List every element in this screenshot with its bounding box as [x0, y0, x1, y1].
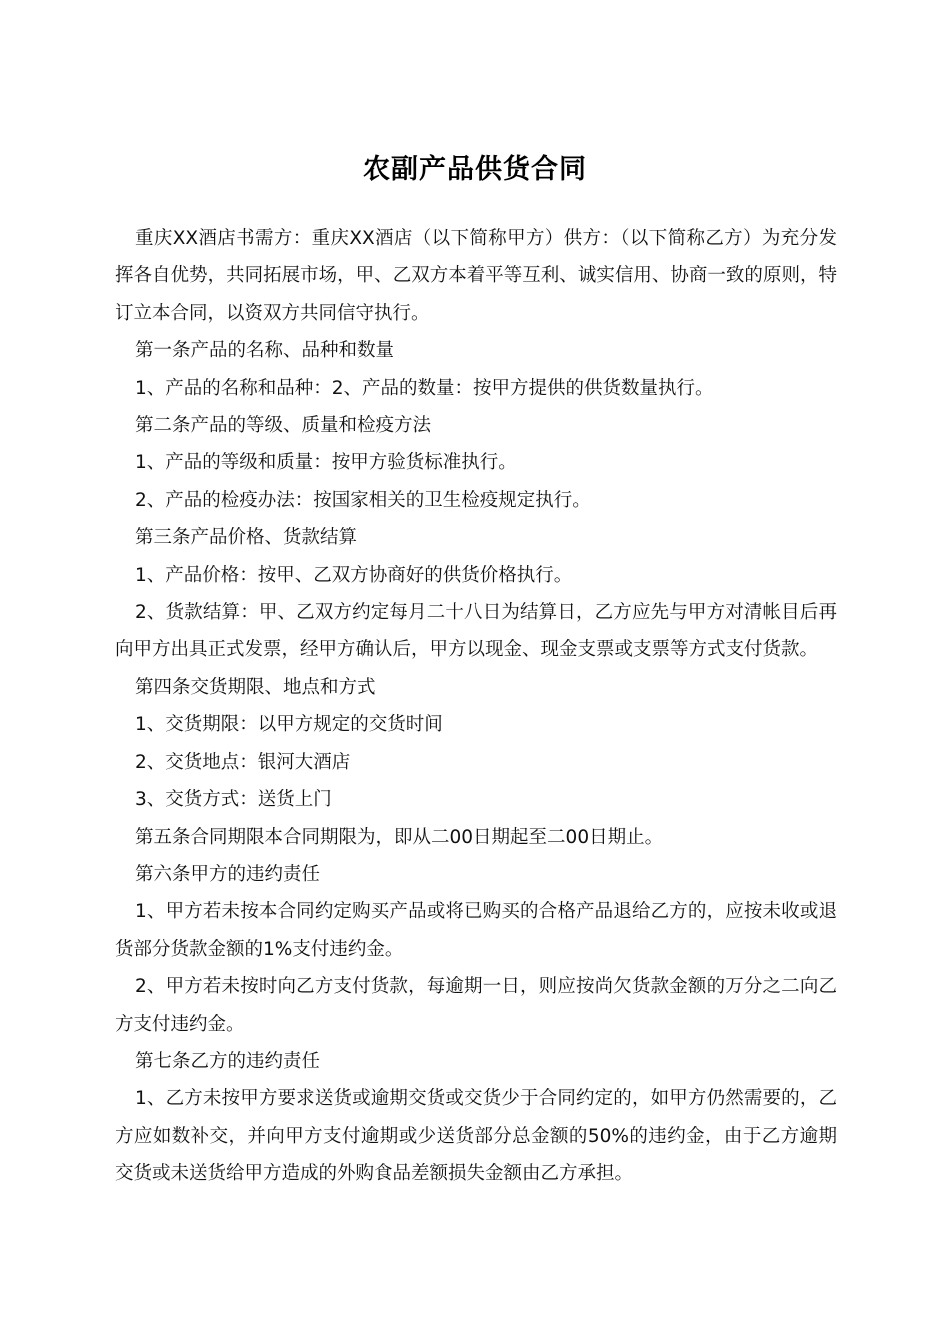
article-3-heading: 第三条产品价格、货款结算 [135, 527, 358, 549]
article-4-heading: 第四条交货期限、地点和方式 [135, 676, 376, 698]
article-3-item-2: 2、货款结算：甲、乙双方约定每月二十八日为结算日，乙方应先与甲方对清帐目后再向甲方出具正式发票，经甲方确认后，甲方以现金、现金支票或支票等方式支付货款。 [115, 602, 837, 661]
article-7-heading: 第七条乙方的违约责任 [135, 1050, 321, 1072]
article-6-item-2: 2、甲方若未按时向乙方支付货款，每逾期一日，则应按尚欠货款金额的万分之二向乙方支付违约金。 [115, 976, 837, 1035]
article-2-item-2: 2、产品的检疫办法：按国家相关的卫生检疫规定执行。 [135, 489, 591, 511]
document-title: 农副产品供货合同 [363, 154, 587, 186]
article-3-item-1: 1、产品价格：按甲、乙双方协商好的供货价格执行。 [135, 564, 573, 586]
article-4-item-2: 2、交货地点：银河大酒店 [135, 751, 351, 773]
article-4-item-1: 1、交货期限：以甲方规定的交货时间 [135, 714, 443, 736]
article-6-item-1: 1、甲方若未按本合同约定购买产品或将已购买的合格产品退给乙方的，应按未收或退货部分货款金额的1%支付违约金。 [115, 901, 837, 960]
article-2-item-1: 1、产品的等级和质量：按甲方验货标准执行。 [135, 452, 517, 474]
article-4-item-3: 3、交货方式：送货上门 [135, 789, 332, 811]
article-2-heading: 第二条产品的等级、质量和检疫方法 [135, 415, 432, 437]
article-7-item-1: 1、乙方未按甲方要求送货或逾期交货或交货少于合同约定的，如甲方仍然需要的，乙方应如数补交，并向甲方支付逾期或少送货部分总金额的50%的违约金，由于乙方逾期交货或未送货给甲方造成的外购食品差额损失金额由乙方承担。 [115, 1088, 837, 1185]
intro-paragraph: 重庆XX酒店书需方：重庆XX酒店（以下简称甲方）供方：（以下简称乙方）为充分发挥各自优势，共同拓展市场，甲、乙双方本着平等互利、诚实信用、协商一致的原则，特订立本合同，以资双方共同信守执行。 [115, 228, 837, 324]
article-6-heading: 第六条甲方的违约责任 [135, 863, 321, 885]
article-1-item-1: 1、产品的名称和品种：2、产品的数量：按甲方提供的供货数量执行。 [135, 377, 714, 399]
contract-body [115, 220, 837, 1193]
article-1-heading: 第一条产品的名称、品种和数量 [135, 340, 395, 362]
article-5-paragraph: 第五条合同期限本合同期限为，即从二00日期起至二00日期止。 [135, 826, 664, 848]
